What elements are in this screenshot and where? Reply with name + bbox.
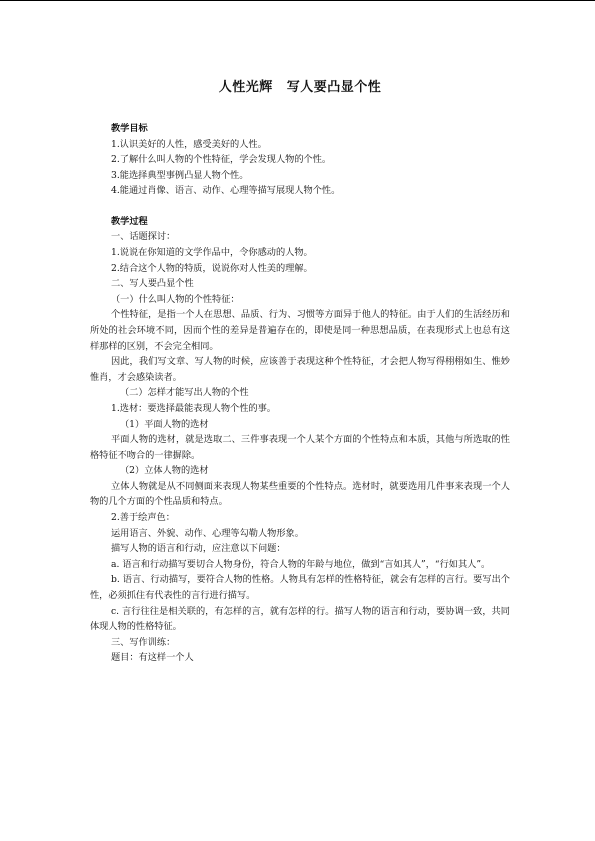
subsection-1-title: （一）什么叫人物的个性特征： [111, 293, 240, 305]
personality-importance-paragraph: 因此，我们写文章、写人物的时候，应该善于表现这种个性特征，才会把人物写得栩栩如生、惟妙惟肖，才会感染读者。 [90, 356, 510, 383]
section-1-item-2: 2.结合这个人物的特质，说说你对人性美的理解。 [111, 262, 313, 274]
goal-item-2: 2.了解什么叫人物的个性特征，学会发现人物的个性。 [111, 154, 332, 166]
goals-heading: 教学目标 [111, 123, 148, 134]
section-1-title: 一、话题探讨： [111, 231, 176, 243]
point-2-item-c: c. 言行往往是相关联的，有怎样的言，就有怎样的行。描写人物的语言和行动，要协调一致，共同体现人物的性格特征。 [90, 605, 510, 633]
section-2-title: 二、写人要凸显个性 [111, 278, 194, 290]
subsection-2-title: （二）怎样才能写出人物的个性 [120, 387, 249, 399]
goal-item-4: 4.能通过肖像、语言、动作、心理等描写展现人物个性。 [111, 185, 341, 197]
section-3-title: 三、写作训练： [111, 636, 176, 648]
title-part-1: 人性光辉 [218, 80, 273, 95]
point-1b-title: （2）立体人物的选材 [120, 465, 209, 477]
title-part-2: 写人要凸显个性 [286, 80, 382, 95]
personality-definition-paragraph: 个性特征，是指一个人在思想、品质、行为、习惯等方面异于他人的特征。由于人们的生活经历和所处的社会环境不同，因而个性的差异是普遍存在的，即使是同一种思想品质，在表现形式上也总有这样那样的区别，不会完全相同。 [90, 309, 510, 352]
point-1b-paragraph: 立体人物就是从不同侧面来表现人物某些重要的个性特点。选材时，就要选用几件事来表现一个人物的几个方面的个性品质和特点。 [90, 480, 510, 508]
point-1-selection: 1.选材：要选择最能表现人物个性的事。 [111, 402, 276, 414]
point-2-item-a: a. 语言和行动描写要切合人物身份，符合人物的年龄与地位，做到“言如其人”，“行如其人”。 [111, 558, 491, 570]
goals-section [90, 121, 510, 199]
document-page [90, 78, 510, 666]
point-2-line-2: 描写人物的语言和行动，应注意以下问题： [111, 543, 286, 555]
point-2-title: 2.善于绘声色： [111, 512, 175, 524]
point-2-item-b: b. 语言、行动描写，要符合人物的性格。人物具有怎样的性格特征，就会有怎样的言行。要写出个性，必须抓住有代表性的言行进行描写。 [90, 574, 510, 602]
goal-item-3: 3.能选择典型事例凸显人物个性。 [111, 169, 249, 181]
process-heading: 教学过程 [111, 215, 148, 227]
section-1-item-1: 1.说说在你知道的文学作品中，令你感动的人物。 [111, 246, 313, 258]
goal-item-1: 1.认识美好的人性，感受美好的人性。 [111, 138, 267, 150]
top-border-line [0, 0, 595, 1]
point-1a-paragraph: 平面人物的选材，就是选取二、三件事表现一个人某个方面的个性特点和本质，其他与所选取的性格特征不吻合的一律摒除。 [90, 434, 510, 461]
document-title [90, 78, 510, 98]
point-1a-title: （1）平面人物的选材 [120, 418, 209, 430]
process-section [90, 214, 510, 666]
writing-topic: 题目：有这样一个人 [111, 652, 194, 664]
point-2-line-1: 运用语言、外貌、动作、心理等勾勒人物形象。 [111, 527, 304, 539]
